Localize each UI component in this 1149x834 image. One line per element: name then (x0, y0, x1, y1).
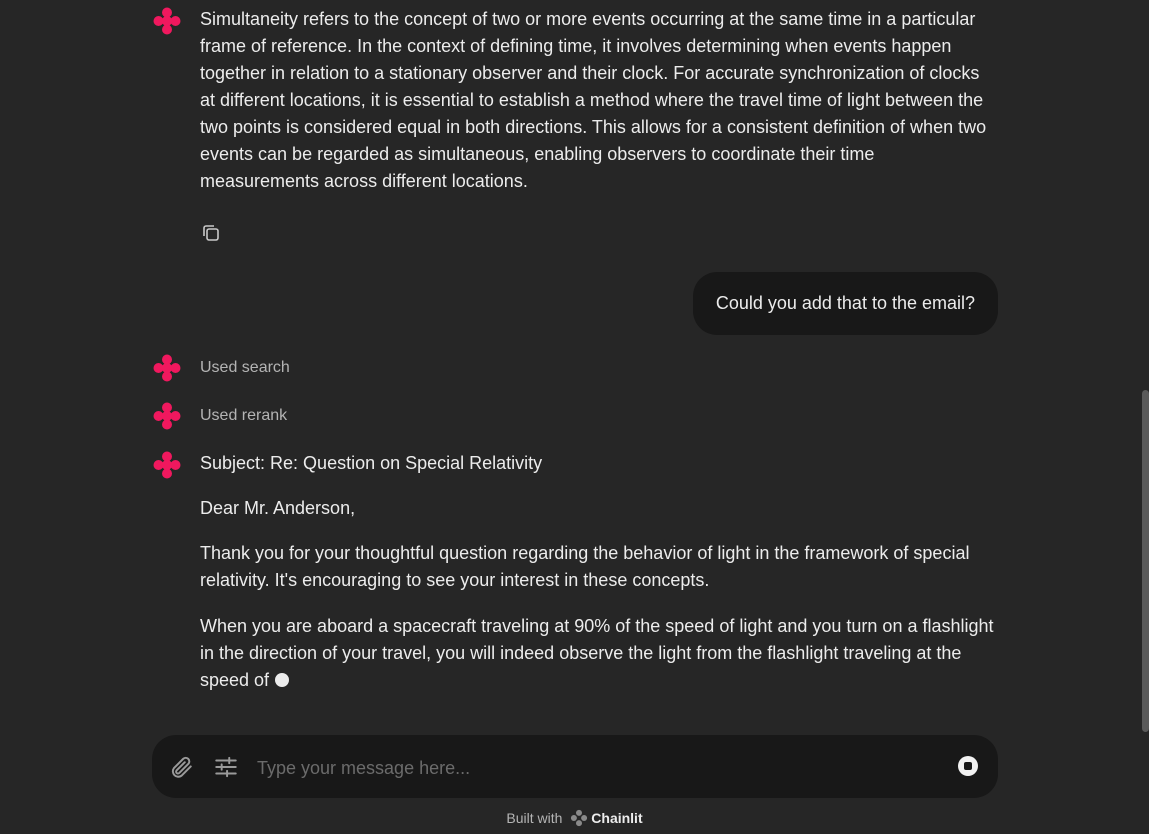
assistant-message (152, 6, 998, 246)
chainlit-logo-icon (152, 450, 182, 480)
email-paragraph-streaming (200, 613, 996, 694)
footer (0, 808, 1149, 828)
message-input[interactable] (255, 752, 939, 784)
assistant-message-text: Simultaneity refers to the concept of two or more events occurring at the same time in a particular frame of reference. In the context of defining time, it involves determining when events happen together in relation to a stationary observer and their clock. For accurate synchronization of clocks at different locations, it is essential to establish a method where the travel time of light between the two points is considered equal in both directions. This allows for a consistent definition of when two events can be regarded as simultaneous, enabling observers to coordinate their time measurements across different locations. (200, 9, 987, 191)
tool-step-label[interactable]: Used rerank (200, 407, 288, 424)
paperclip-icon[interactable] (168, 754, 194, 780)
stop-icon[interactable] (958, 756, 978, 776)
user-message-bubble: Could you add that to the email? (693, 272, 998, 335)
tool-step-label[interactable]: Used search (200, 359, 290, 376)
email-body (200, 450, 996, 694)
email-paragraph: Thank you for your thoughtful question regarding the behavior of light in the framework of special relativity. It's encouraging to see your interest in these concepts. (200, 543, 970, 590)
built-with-text: Built with (506, 810, 563, 826)
email-paragraph-text: When you are aboard a spacecraft traveling at 90% of the speed of light and you turn on a flashlight in the direction of your travel, you will indeed observe the light from the flashlight traveling at the speed of (200, 616, 994, 690)
email-greeting: Dear Mr. Anderson, (200, 498, 356, 518)
copy-icon[interactable] (200, 222, 222, 244)
chainlit-logo-icon (152, 401, 182, 431)
stop-square (964, 762, 972, 770)
chainlit-logo-icon (152, 353, 182, 383)
brand-name: Chainlit (591, 810, 643, 826)
tool-step-search (152, 353, 998, 385)
tool-step-rerank (152, 401, 998, 433)
assistant-email-message (152, 450, 998, 700)
streaming-cursor-icon (275, 673, 289, 687)
scrollbar[interactable] (1142, 390, 1149, 732)
chainlit-brand-icon (570, 809, 588, 827)
email-subject: Subject: Re: Question on Special Relativity (200, 453, 543, 473)
chainlit-brand-link[interactable] (570, 808, 642, 828)
message-composer (152, 735, 998, 798)
chainlit-logo-icon (152, 6, 182, 36)
sliders-icon[interactable] (213, 754, 239, 780)
